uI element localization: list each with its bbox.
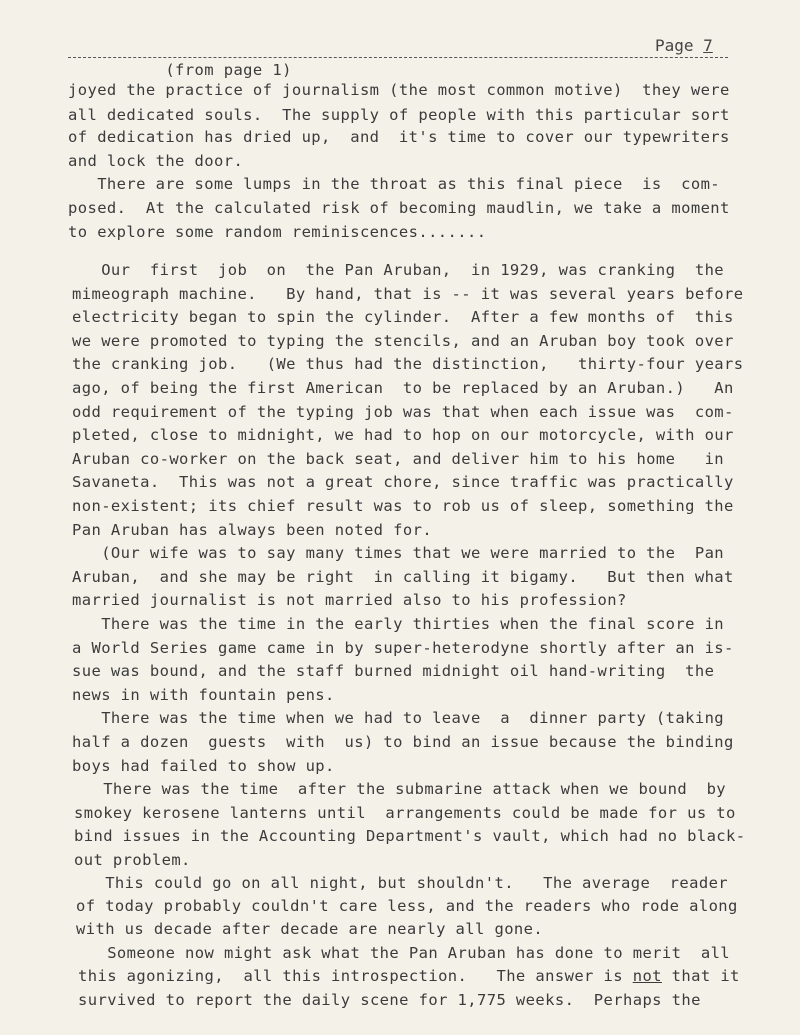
text-segment: this agonizing, all this introspection. The answer is <box>78 967 633 985</box>
text-line: of dedication has dried up, and it's time to cover our typewriters <box>68 128 730 146</box>
text-line: joyed the practice of journalism (the most common motive) they were <box>68 81 730 99</box>
text-line: mimeograph machine. By hand, that is -- it was several years before <box>72 285 744 303</box>
page-number-value: 7 <box>703 36 713 55</box>
text-line: we were promoted to typing the stencils, and an Aruban boy took over <box>72 332 734 350</box>
text-line: pleted, close to midnight, we had to hop on our motorcycle, with our <box>72 426 734 444</box>
text-line: (from page 1) <box>68 61 292 79</box>
text-line: of today probably couldn't care less, and the readers who rode along <box>76 897 738 915</box>
text-line: electricity began to spin the cylinder. After a few months of this <box>72 308 734 326</box>
text-line: news in with fountain pens. <box>72 686 335 704</box>
text-line: the cranking job. (We thus had the distinction, thirty-four years <box>72 355 744 373</box>
text-line: There was the time in the early thirties when the final score in <box>72 615 725 633</box>
text-line: and lock the door. <box>68 152 244 170</box>
text-line: non-existent; its chief result was to rob us of sleep, something the <box>72 497 734 515</box>
text-line: There was the time after the submarine attack when we bound by <box>74 780 727 798</box>
text-line: half a dozen guests with us) to bind an issue because the binding <box>72 733 734 751</box>
text-line: Savaneta. This was not a great chore, since traffic was practically <box>72 473 734 491</box>
text-line: boys had failed to show up. <box>72 757 335 775</box>
text-line: Pan Aruban has always been noted for. <box>72 521 433 539</box>
text-line-with-emphasis <box>78 967 740 985</box>
page-label: Page <box>655 36 694 55</box>
text-line: ago, of being the first American to be replaced by an Aruban.) An <box>72 379 734 397</box>
text-line: There was the time when we had to leave a dinner party (taking <box>72 709 725 727</box>
header-rule <box>68 57 728 58</box>
text-line: all dedicated souls. The supply of people with this particular sort <box>68 106 730 124</box>
text-line: married journalist is not married also to his profession? <box>72 591 627 609</box>
underlined-word: not <box>632 967 662 985</box>
text-line: Our first job on the Pan Aruban, in 1929, was cranking the <box>72 261 725 279</box>
text-line: sue was bound, and the staff burned midnight oil hand-writing the <box>72 662 715 680</box>
text-line: smokey kerosene lanterns until arrangements could be made for us to <box>74 804 736 822</box>
text-segment: that it <box>661 967 740 985</box>
text-line: posed. At the calculated risk of becoming maudlin, we take a moment <box>68 199 730 217</box>
text-line: odd requirement of the typing job was that when each issue was com- <box>72 403 734 421</box>
text-line: Aruban, and she may be right in calling it bigamy. But then what <box>72 568 734 586</box>
text-line: Aruban co-worker on the back seat, and deliver him to his home in <box>72 450 725 468</box>
text-line: bind issues in the Accounting Department's vault, which had no black- <box>74 827 746 845</box>
page-number <box>655 36 713 55</box>
text-line: to explore some random reminiscences....... <box>68 223 487 241</box>
text-line: (Our wife was to say many times that we were married to the Pan <box>72 544 725 562</box>
text-line: out problem. <box>74 851 191 869</box>
text-line: There are some lumps in the throat as this final piece is com- <box>68 175 721 193</box>
text-line: This could go on all night, but shouldn't. The average reader <box>76 874 729 892</box>
text-line: survived to report the daily scene for 1,775 weeks. Perhaps the <box>78 991 701 1009</box>
text-line: a World Series game came in by super-heterodyne shortly after an is- <box>72 639 734 657</box>
text-line: Someone now might ask what the Pan Aruban has done to merit all <box>78 944 731 962</box>
text-line: with us decade after decade are nearly all gone. <box>76 920 544 938</box>
